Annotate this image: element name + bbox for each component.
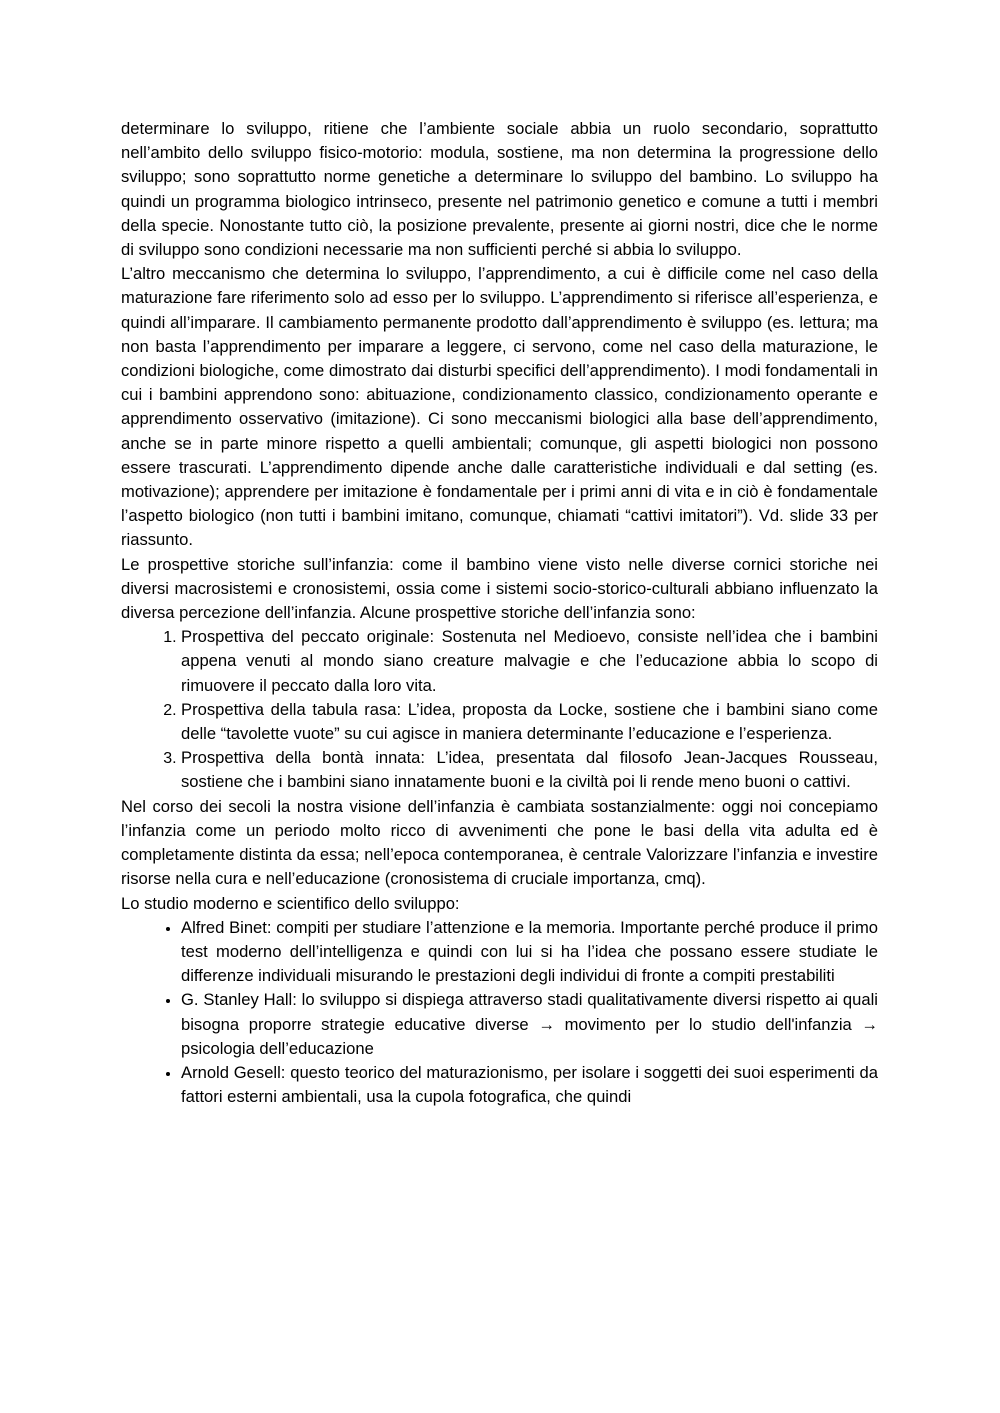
list-item-tabula-rasa: 2. Prospettiva della tabula rasa: L’idea, proposta da Locke, sostiene che i bambini siano come delle “tavolette vuote” su cui agisce in maniera determinante l’educazione e l’esperienza.: [181, 698, 878, 746]
list-item-gesell: • Arnold Gesell: questo teorico del maturazionismo, per isolare i soggetti dei suoi esperimenti da fattori esterni ambientali, usa la cupola fotografica, che quindi: [181, 1061, 878, 1109]
paragraph-childhood-vision: Nel corso dei secoli la nostra visione dell’infanzia è cambiata sostanzialmente: oggi noi concepiamo l’infanzia come un periodo molto ricco di avvenimenti che pone le basi della vita adulta ed è completamente distinta da essa; nell’epoca contemporanea, è centrale Valorizzare l’infanzia e investire risorse nella cura e nell’educazione (cronosistema di cruciale importanza, cmq).: [121, 796, 878, 889]
list-item-original-sin: 1. Prospettiva del peccato originale: Sostenuta nel Medioevo, consiste nell’idea che i bambini appena venuti al mondo siano creature malvagie e che l’educazione abbia lo scopo di rimuovere il peccato dalla loro vita.: [181, 625, 878, 698]
historical-perspectives-list: [121, 625, 878, 794]
scholars-list: [121, 916, 878, 1110]
paragraph-maturation: determinare lo sviluppo, ritiene che l’ambiente sociale abbia un ruolo secondario, soprattutto nell’ambito dello sviluppo fisico-motorio: modula, sostiene, ma non determina la progressione dello sviluppo; sono soprattutto norme genetiche a determinare lo sviluppo del bambino. Lo sviluppo ha quindi un programma biologico intrinseco, presente nel patrimonio genetico e comune a tutti i membri della specie. Nonostante tutto ciò, la posizione prevalente, presente ai giorni nostri, dice che le norme di sviluppo sono condizioni necessarie ma non sufficienti perché si abbia lo sviluppo.: [121, 119, 878, 260]
document-page: [121, 117, 878, 1109]
paragraph-learning: L’altro meccanismo che determina lo sviluppo, l’apprendimento, a cui è difficile come nel caso della maturazione fare riferimento solo ad esso per lo sviluppo. L’apprendimento si riferisce all’esperienza, e quindi all’imparare. Il cambiamento permanente prodotto dall’apprendimento è sviluppo (es. lettura; ma non basta l’apprendimento per imparare a leggere, ci servono, come nel caso della maturazione, le condizioni biologiche, come dimostrato dai disturbi specifici dell’apprendimento). I modi fondamentali in cui i bambini apprendono sono: abituazione, condizionamento classico, condizionamento operante e apprendimento osservativo (imitazione). Ci sono meccanismi biologici alla base dell’apprendimento, anche se in parte minore rispetto a quelli ambientali; comunque, gli aspetti biologici non possono essere trascurati. L’apprendimento dipende anche dalle caratteristiche individuali e dal setting (es. motivazione); apprendere per imitazione è fondamentale per i primi anni di vita e in ciò è fondamentale l’aspetto biologico (non tutti i bambini imitano, comunque, chiamati “cattivi imitatori”). Vd. slide 33 per riassunto.: [121, 264, 878, 550]
paragraph-modern-study: Lo studio moderno e scientifico dello sviluppo:: [121, 893, 460, 913]
list-item-hall: • G. Stanley Hall: lo sviluppo si dispiega attraverso stadi qualitativamente diversi rispetto ai quali bisogna proporre strategie educative diverse → movimento per lo studio dell'infanzia → psicologia dell’educazione: [181, 988, 878, 1061]
paragraph-historical-perspectives: Le prospettive storiche sull’infanzia: come il bambino viene visto nelle diverse cornici storiche nei diversi macrosistemi e cronosistemi, ossia come i sistemi socio-storico-culturali abbiano influenzato la diversa percezione dell’infanzia. Alcune prospettive storiche dell’infanzia sono:: [121, 554, 878, 623]
list-item-innate-goodness: 3. Prospettiva della bontà innata: L’idea, presentata dal filosofo Jean-Jacques Rousseau, sostiene che i bambini siano innatamente buoni e la civiltà poi li rende meno buoni o cattivi.: [181, 746, 878, 794]
list-item-binet: • Alfred Binet: compiti per studiare l’attenzione e la memoria. Importante perché produce il primo test moderno dell’intelligenza e quindi con lui si ha l’idea che possano essere studiate le differenze individuali misurando le prestazioni degli individui di fronte a compiti prestabiliti: [181, 916, 878, 989]
